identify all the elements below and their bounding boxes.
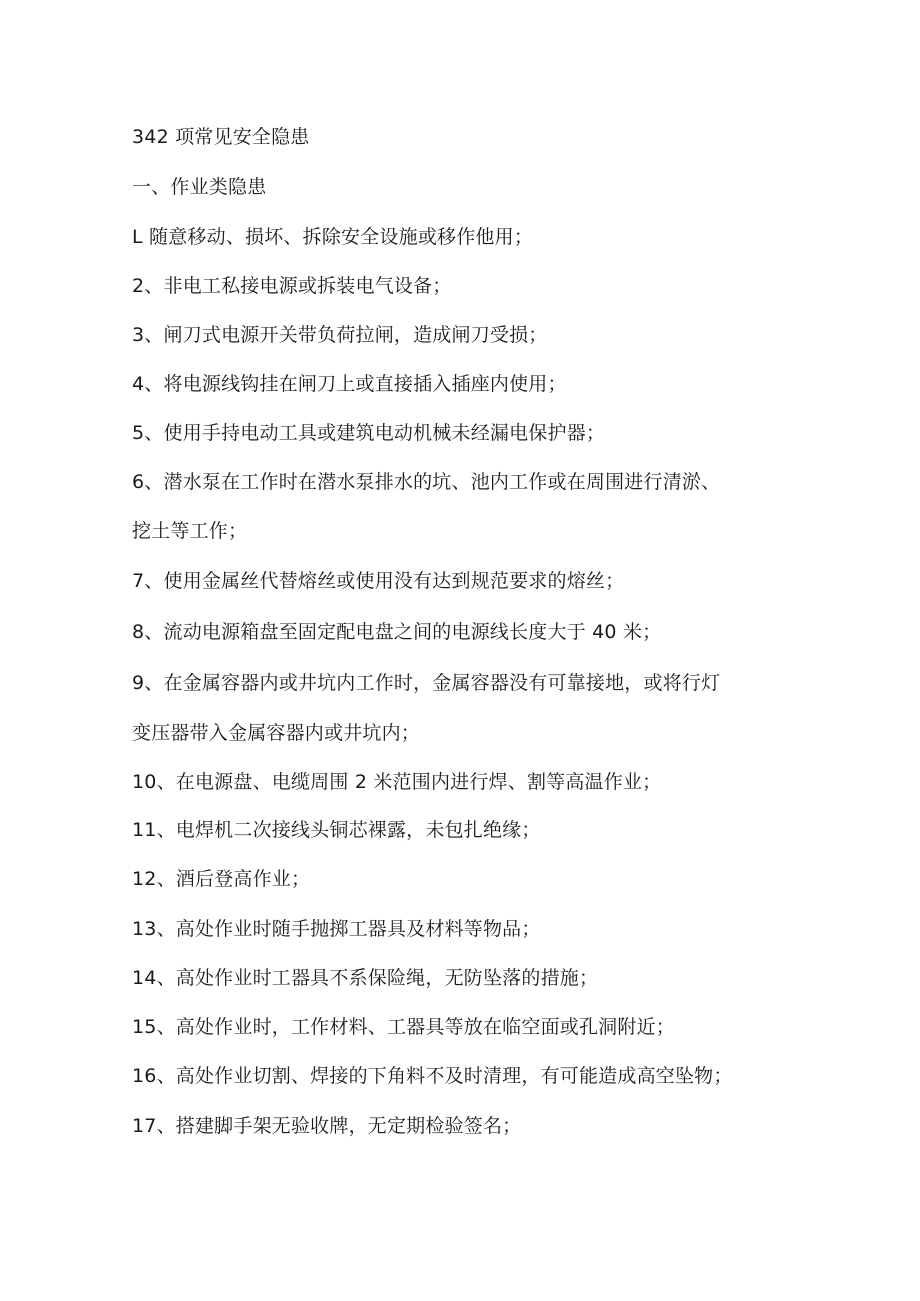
list-item: 10、在电源盘、电缆周围 2 米范围内进行焊、割等高温作业；	[132, 771, 662, 793]
list-item: 17、搭建脚手架无验收牌，无定期检验签名；	[132, 1115, 522, 1137]
list-item: 14、高处作业时工器具不系保险绳，无防坠落的措施；	[132, 967, 599, 989]
list-item: 4、将电源线钩挂在闸刀上或直接插入插座内使用；	[132, 373, 567, 395]
list-item-continuation: 挖土等工作；	[132, 520, 248, 542]
section-heading: 一、作业类隐患	[132, 176, 267, 198]
document-title: 342 项常见安全隐患	[132, 126, 310, 148]
list-item: 5、使用手持电动工具或建筑电动机械未经漏电保护器；	[132, 422, 606, 444]
list-item: L 随意移动、损坏、拆除安全设施或移作他用；	[132, 226, 534, 248]
list-item: 11、电焊机二次接线头铜芯裸露，未包扎绝缘；	[132, 819, 541, 841]
list-item: 15、高处作业时，工作材料、工器具等放在临空面或孔洞附近；	[132, 1016, 675, 1038]
list-item: 16、高处作业切割、焊接的下角料不及时清理，有可能造成高空坠物；	[132, 1065, 733, 1087]
list-item: 6、潜水泵在工作时在潜水泵排水的坑、池内工作或在周围进行清淤、	[132, 471, 721, 493]
list-item: 2、非电工私接电源或拆装电气设备；	[132, 275, 452, 297]
list-item: 12、酒后登高作业；	[132, 868, 311, 890]
list-item: 13、高处作业时随手抛掷工器具及材料等物品；	[132, 918, 541, 940]
list-item: 3、闸刀式电源开关带负荷拉闸，造成闸刀受损；	[132, 324, 548, 346]
list-item: 8、流动电源箱盘至固定配电盘之间的电源线长度大于 40 米；	[132, 621, 662, 643]
list-item-continuation: 变压器带入金属容器内或井坑内；	[132, 722, 421, 744]
list-item: 9、在金属容器内或井坑内工作时，金属容器没有可靠接地，或将行灯	[132, 672, 721, 694]
list-item: 7、使用金属丝代替熔丝或使用没有达到规范要求的熔丝；	[132, 570, 625, 592]
